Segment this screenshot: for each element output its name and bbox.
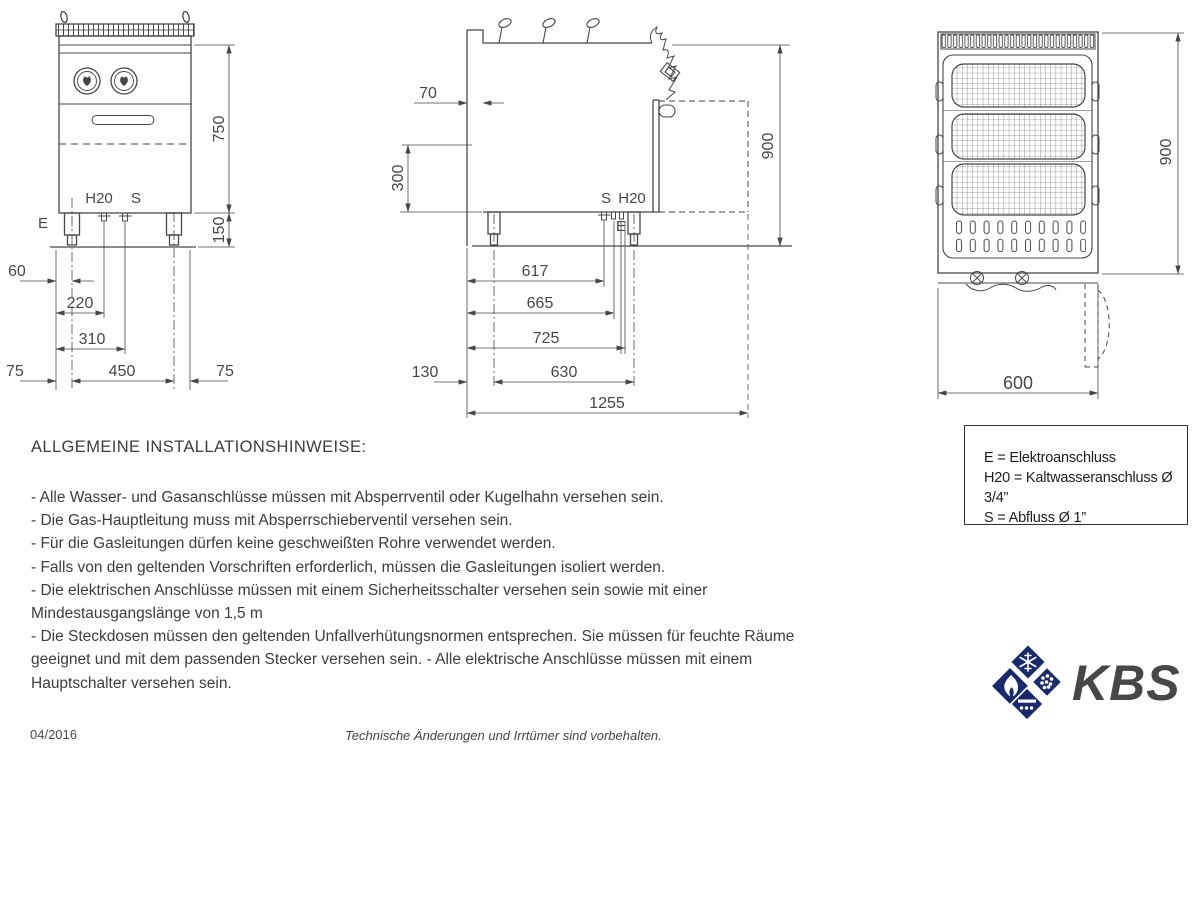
dim-150: 150 bbox=[211, 216, 228, 244]
legend-line-s: S = Abfluss Ø 1” bbox=[984, 510, 1086, 526]
dim-310: 310 bbox=[78, 331, 106, 348]
front-view-labels bbox=[6, 116, 234, 380]
label-e-side: E bbox=[615, 218, 627, 235]
dim-900-side: 900 bbox=[760, 132, 777, 160]
kbs-logo bbox=[980, 618, 1200, 723]
note-line: - Die Gas-Hauptleitung muss mit Absperrschieberventil versehen sein. bbox=[31, 512, 513, 530]
gas-valve-levers bbox=[498, 17, 601, 43]
dim-70: 70 bbox=[419, 85, 437, 102]
label-h2o-side: H20 bbox=[618, 190, 646, 207]
knobs-top bbox=[966, 272, 1056, 292]
door-swing-dashed bbox=[659, 101, 748, 212]
dim-220: 220 bbox=[66, 295, 94, 312]
grate-2 bbox=[952, 114, 1085, 159]
installation-notes-body bbox=[31, 486, 951, 695]
connection-legend bbox=[964, 425, 1188, 525]
installation-notes bbox=[31, 438, 951, 695]
dim-300: 300 bbox=[390, 164, 407, 192]
note-line: - Falls von den geltenden Vorschriften erforderlich, müssen die Gasleitungen isoliert werden. bbox=[31, 558, 666, 576]
open-door bbox=[653, 100, 675, 212]
dim-630: 630 bbox=[550, 364, 578, 381]
dim-75-left: 75 bbox=[6, 363, 24, 380]
side-view-labels bbox=[390, 85, 777, 412]
vent-strip bbox=[941, 34, 1095, 49]
dim-600: 600 bbox=[1002, 373, 1034, 393]
note-line: - Die Steckdosen müssen den geltenden Unfallverhütungsnormen entsprechen. Sie müssen für feuchte Räume bbox=[31, 628, 795, 646]
dim-665: 665 bbox=[526, 295, 554, 312]
legend-line-e: E = Elektroanschluss bbox=[984, 450, 1116, 466]
dim-725: 725 bbox=[532, 330, 560, 347]
dim-60: 60 bbox=[8, 263, 26, 280]
legend-line-h2o: H20 = Kaltwasseranschluss Ø 3/4” bbox=[984, 470, 1173, 506]
label-s-side: S bbox=[600, 190, 612, 207]
label-s: S bbox=[130, 190, 142, 207]
gas-manifold-line bbox=[966, 284, 1056, 291]
label-e: E bbox=[37, 215, 49, 232]
dim-130: 130 bbox=[411, 364, 439, 381]
dim-1255: 1255 bbox=[589, 395, 625, 412]
door-swing-top-dashed bbox=[1085, 284, 1109, 367]
top-view bbox=[936, 32, 1109, 367]
top-grill-rail bbox=[56, 24, 194, 36]
note-line: - Für die Gasleitungen dürfen keine geschweißten Rohre verwendet werden. bbox=[31, 535, 556, 553]
note-line: Hauptschalter versehen sein. bbox=[31, 674, 232, 692]
control-knob-left bbox=[74, 68, 100, 94]
revision-date: 04/2016 bbox=[30, 727, 77, 742]
dim-450: 450 bbox=[108, 363, 136, 380]
kbs-logo-mark bbox=[991, 644, 1062, 720]
dim-75-right: 75 bbox=[216, 363, 234, 380]
label-h2o: H20 bbox=[85, 190, 113, 207]
connection-stubs bbox=[98, 213, 132, 221]
lifting-hook-right bbox=[182, 11, 190, 23]
grate-3 bbox=[952, 164, 1085, 215]
technical-drawing bbox=[0, 0, 1200, 430]
note-line: - Alle Wasser- und Gasanschlüsse müssen mit Absperrventil oder Kugelhahn versehen sein. bbox=[31, 489, 664, 506]
door-handle-side bbox=[659, 105, 675, 117]
note-line: geeignet und mit dem passenden Stecker versehen sein. - Alle elektrische Anschlüsse müssen mit einem bbox=[31, 651, 753, 669]
door-handle bbox=[92, 116, 154, 125]
dim-900-top: 900 bbox=[1158, 138, 1175, 166]
grate-1 bbox=[952, 64, 1085, 107]
drain-slots bbox=[956, 221, 1086, 253]
lifting-hook-left bbox=[60, 11, 68, 23]
disclaimer-note: Technische Änderungen und Irrtümer sind vorbehalten. bbox=[345, 728, 662, 743]
note-line: - Die elektrischen Anschlüsse müssen mit einem Sicherheitsschalter versehen sein sowie mit einer bbox=[31, 581, 708, 599]
kbs-logo-text: KBS bbox=[1072, 655, 1181, 711]
installation-notes-heading: ALLGEMEINE INSTALLATIONSHINWEISE: bbox=[31, 438, 367, 456]
break-line bbox=[650, 27, 677, 100]
side-view bbox=[467, 17, 792, 246]
dim-617: 617 bbox=[521, 263, 549, 280]
dim-750: 750 bbox=[211, 115, 228, 143]
control-knob-right bbox=[111, 68, 137, 94]
note-line: Mindestausgangslänge von 1,5 m bbox=[31, 605, 263, 623]
